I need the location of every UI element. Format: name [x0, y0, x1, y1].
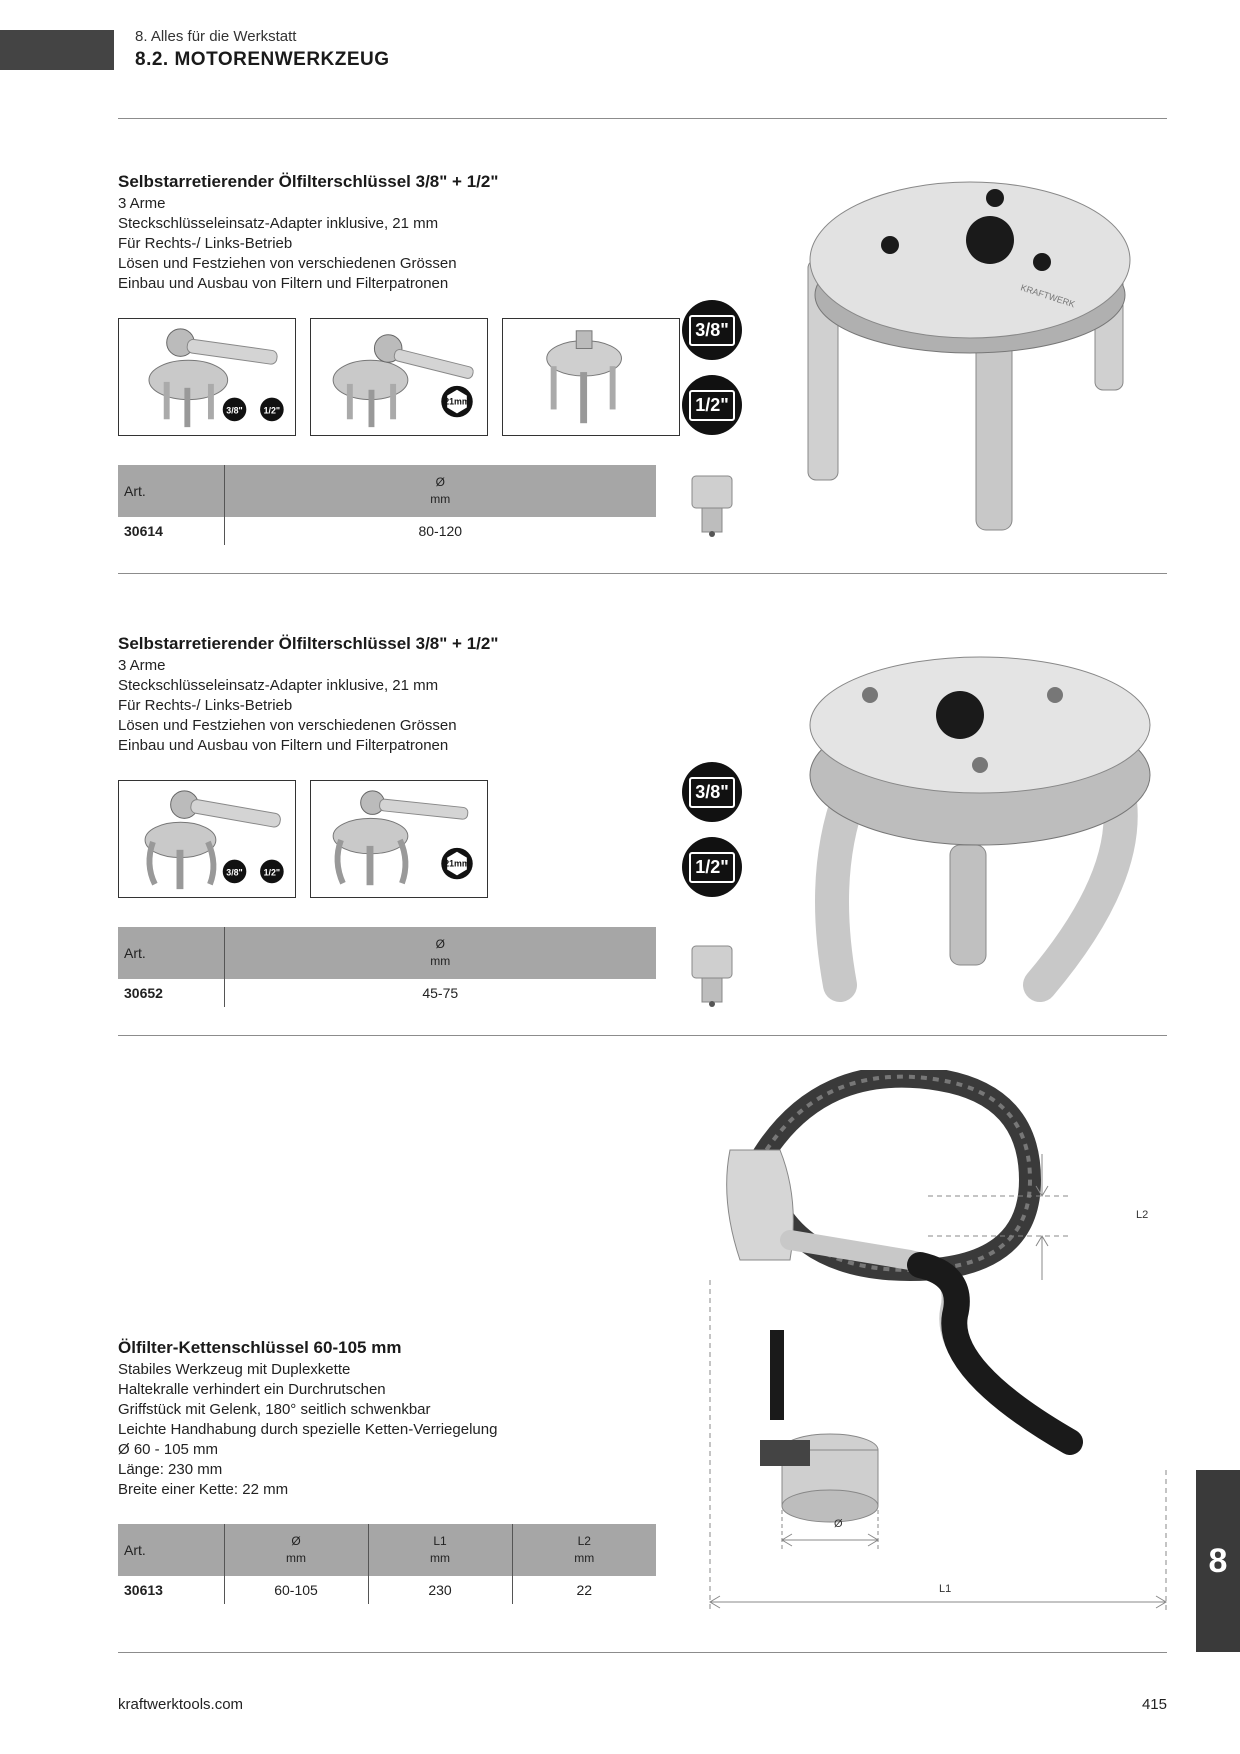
usage-thumbnail-wrench — [310, 318, 488, 436]
col-header-diameter: Ø mm — [224, 1524, 368, 1576]
page-number: 415 — [1141, 1696, 1167, 1713]
article-number: 30613 — [124, 1582, 163, 1598]
table-row — [118, 979, 656, 1007]
feature-line: Lösen und Festziehen von verschiedenen Grössen — [118, 717, 457, 734]
col-header-l1: L1 mm — [368, 1524, 512, 1576]
product-image-chain-wrench — [700, 1070, 1180, 1630]
diameter-value: 60-105 — [224, 1576, 368, 1604]
product-2-title: Selbstarretierender Ölfilterschlüssel 3/8" + 1/2" — [118, 634, 499, 653]
usage-thumbnail-wrench — [310, 780, 488, 898]
feature-line: Steckschlüsseleinsatz-Adapter inklusive, 21 mm — [118, 215, 439, 232]
l2-value: 22 — [512, 1576, 656, 1604]
col-header-diameter: Ø mm — [224, 465, 656, 517]
l1-value: 230 — [368, 1576, 512, 1604]
col-header-diameter: Ø mm — [224, 927, 656, 979]
col-header-l2: L2 mm — [512, 1524, 656, 1576]
dimension-label-l2: L2 — [1136, 1209, 1149, 1221]
divider — [118, 118, 1167, 119]
chapter-tab: 8 — [1196, 1470, 1240, 1652]
product-1-features — [118, 194, 457, 294]
product-image-oil-filter-wrench-curved-arms — [790, 655, 1170, 1015]
section-title: 8.2. MOTORENWERKZEUG — [135, 49, 390, 70]
dimension-label-diameter: Ø — [834, 1518, 843, 1530]
feature-line: Länge: 230 mm — [118, 1461, 223, 1478]
feature-line: Haltekralle verhindert ein Durchrutschen — [118, 1381, 386, 1398]
feature-line: Einbau und Ausbau von Filtern und Filterpatronen — [118, 737, 449, 754]
product-thumbnail — [502, 318, 680, 436]
feature-line: 3 Arme — [118, 195, 166, 212]
usage-thumbnail-ratchet — [118, 780, 296, 898]
drive-badge-3-8: 3/8" — [682, 762, 742, 822]
thumb-badge-21mm: 21mm — [444, 858, 470, 869]
feature-line: Ø 60 - 105 mm — [118, 1441, 219, 1458]
table-row — [118, 517, 656, 545]
usage-thumbnail-ratchet — [118, 318, 296, 436]
feature-line: Lösen und Festziehen von verschiedenen Grössen — [118, 255, 457, 272]
product-1-title: Selbstarretierender Ölfilterschlüssel 3/8" + 1/2" — [118, 172, 499, 191]
col-header-art: Art. — [118, 927, 224, 979]
diameter-value: 45-75 — [224, 979, 656, 1007]
feature-line: 3 Arme — [118, 657, 166, 674]
adapter-icon — [686, 940, 738, 1012]
feature-line: Für Rechts-/ Links-Betrieb — [118, 235, 293, 252]
adapter-icon — [686, 470, 738, 542]
article-table-30652 — [118, 927, 656, 1007]
article-table-30613 — [118, 1524, 656, 1604]
feature-line: Leichte Handhabung durch spezielle Ketten-Verriegelung — [118, 1421, 498, 1438]
divider — [118, 1035, 1167, 1036]
drive-badge-3-8: 3/8" — [682, 300, 742, 360]
diameter-value: 80-120 — [224, 517, 656, 545]
breadcrumb-category: 8. Alles für die Werkstatt — [135, 28, 297, 45]
thumb-badge-1-2: 1/2" — [263, 405, 281, 416]
feature-line: Stabiles Werkzeug mit Duplexkette — [118, 1361, 351, 1378]
product-3-features — [118, 1360, 497, 1500]
col-header-art: Art. — [118, 465, 224, 517]
divider — [118, 1652, 1167, 1653]
article-table-30614 — [118, 465, 656, 545]
col-header-art: Art. — [118, 1524, 224, 1576]
article-number: 30614 — [124, 523, 163, 539]
feature-line: Einbau und Ausbau von Filtern und Filterpatronen — [118, 275, 449, 292]
footer-url: kraftwerktools.com — [118, 1696, 244, 1713]
thumb-badge-1-2: 1/2" — [263, 867, 281, 878]
divider — [118, 573, 1167, 574]
thumb-badge-3-8: 3/8" — [226, 405, 243, 416]
feature-line: Steckschlüsseleinsatz-Adapter inklusive, 21 mm — [118, 677, 439, 694]
feature-line: Breite einer Kette: 22 mm — [118, 1481, 289, 1498]
drive-badge-1-2: 1/2" — [682, 375, 742, 435]
table-row — [118, 1576, 656, 1604]
drive-badge-1-2: 1/2" — [682, 837, 742, 897]
feature-line: Griffstück mit Gelenk, 180° seitlich schwenkbar — [118, 1401, 431, 1418]
article-number: 30652 — [124, 985, 163, 1001]
product-2-features — [118, 656, 457, 756]
product-3-title: Ölfilter-Kettenschlüssel 60-105 mm — [118, 1338, 402, 1357]
thumb-badge-3-8: 3/8" — [226, 867, 243, 878]
thumb-badge-21mm: 21mm — [444, 396, 470, 407]
dimension-label-l1: L1 — [939, 1583, 952, 1595]
brand-imprint: KRAFTWERK — [1019, 282, 1077, 310]
header-color-bar — [0, 30, 114, 70]
feature-line: Für Rechts-/ Links-Betrieb — [118, 697, 293, 714]
product-image-oil-filter-wrench-3-arm — [780, 170, 1170, 540]
